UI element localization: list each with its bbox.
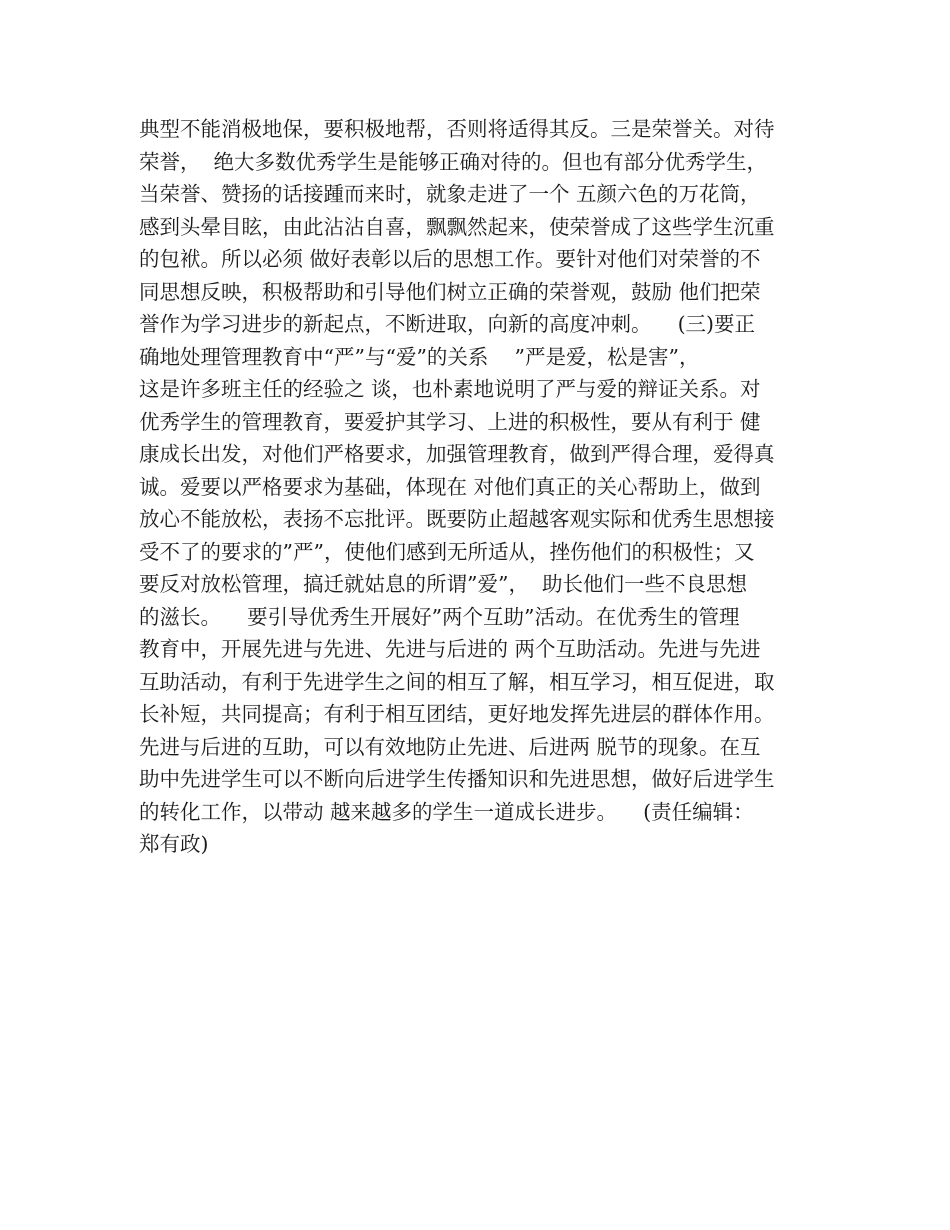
- text-line: 要反对放松管理，搞迁就姑息的所谓”爱”， 助长他们一些不良思想: [139, 572, 747, 596]
- text-line: 助中先进学生可以不断向后进学生传播知识和先进思想，做好后进学生: [139, 767, 775, 791]
- text-line: 典型不能消极地保，要积极地帮，否则将适得其反。三是荣誉关。对待: [139, 117, 775, 141]
- text-line: 受不了的要求的”严”，使他们感到无所适从，挫伤他们的积极性；又: [139, 539, 755, 564]
- text-line: 互助活动，有利于先进学生之间的相互了解，相互学习，相互促进，取: [139, 669, 775, 694]
- text-line: 同思想反映，积极帮助和引导他们树立正确的荣誉观，鼓励 他们把荣: [139, 279, 761, 304]
- text-line: 的滋长。 要引导优秀生开展好”两个互助”活动。在优秀生的管理: [139, 604, 740, 629]
- text-line: 誉作为学习进步的新起点，不断进取，向新的高度冲刺。 (三)要正: [139, 312, 756, 336]
- text-line: 诚。爱要以严格要求为基础，体现在 对他们真正的关心帮助上，做到: [139, 474, 761, 499]
- text-line: 先进与后进的互助，可以有效地防止先进、后进两 脱节的现象。在互: [139, 734, 761, 759]
- text-line: 感到头晕目眩，由此沾沾自喜，飘飘然起来，使荣誉成了这些学生沉重: [139, 214, 775, 239]
- body-text: [139, 113, 819, 861]
- text-line: 教育中，开展先进与先进、先进与后进的 两个互助活动。先进与先进: [139, 637, 761, 661]
- text-line: 这是许多班主任的经验之 谈，也朴素地说明了严与爱的辩证关系。对: [139, 377, 761, 401]
- text-line: 郑有政): [139, 832, 209, 856]
- text-line: 荣誉， 绝大多数优秀学生是能够正确对待的。但也有部分优秀学生，: [139, 149, 768, 174]
- text-line: 放心不能放松，表扬不忘批评。既要防止超越客观实际和优秀生思想接: [139, 507, 775, 531]
- text-line: 的包袱。所以必须 做好表彰以后的思想工作。要针对他们对荣誉的不: [139, 247, 761, 271]
- text-line: 康成长出发，对他们严格要求，加强管理教育，做到严得合理，爱得真: [139, 442, 775, 466]
- text-line: 当荣誉、赞扬的话接踵而来时，就象走进了一个 五颜六色的万花筒，: [139, 182, 761, 206]
- text-line: 长补短，共同提高；有利于相互团结，更好地发挥先进层的群体作用。: [139, 702, 775, 726]
- text-line: 的转化工作，以带动 越来越多的学生一道成长进步。 (责任编辑：: [139, 799, 754, 824]
- text-line: 确地处理管理教育中“严”与“爱”的关系 ”严是爱，松是害”，: [139, 344, 700, 369]
- text-line: 优秀学生的管理教育，要爱护其学习、上进的积极性，要从有利于 健: [139, 409, 761, 434]
